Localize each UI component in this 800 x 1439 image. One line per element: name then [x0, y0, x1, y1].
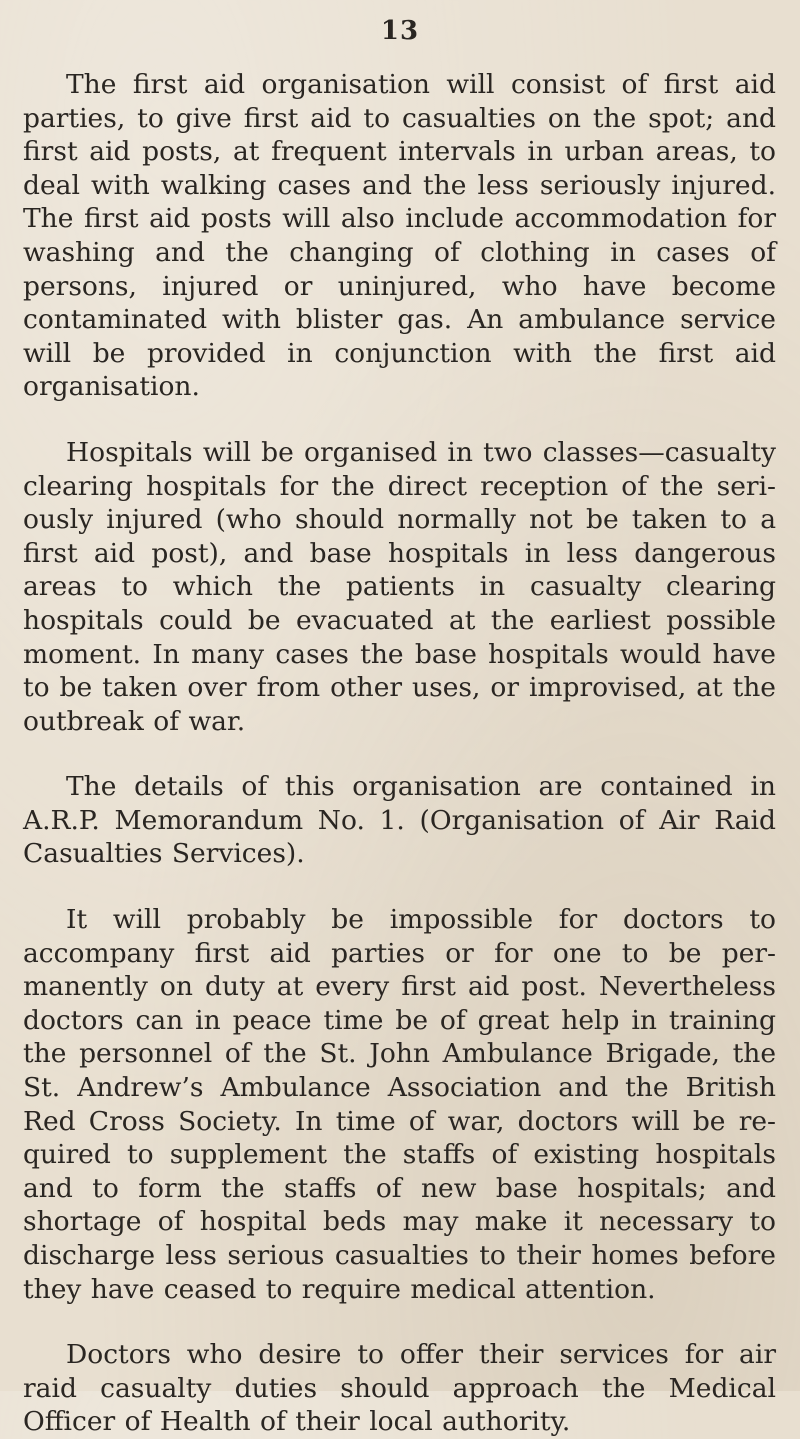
- paragraph-memorandum: The details of this organisation are contained in A.R.P. Memorandum No. 1. (Organisation of Air Raid Casualties Services).: [23, 771, 776, 870]
- paragraph-doctors-duties: It will probably be impossible for doctors to accompany first aid parties or for one to be per-manently on duty at every first aid post. Nevertheless doctors can in peace time be of great help in training the personnel of the St. John Ambulance Brigade, the St. Andrew’s Ambulance Association and the British Red Cross Society. In time of war, doctors will be re-quired to supplement the staffs of existing hospitals and to form the staffs of new base hospitals; and shortage of hospital beds may make it necessary to discharge less serious casualties to their homes before they have ceased to require medical attention.: [23, 904, 776, 1305]
- body-text: [23, 68, 776, 1439]
- paragraph-doctors-offer: Doctors who desire to offer their services for air raid casualty duties should approach the Medical Officer of Health of their local authority.: [23, 1339, 776, 1438]
- page-number: 13: [380, 16, 420, 46]
- paragraph-first-aid-organisation: The first aid organisation will consist of first aid parties, to give first aid to casualties on the spot; and first aid posts, at frequent intervals in urban areas, to deal with walking cases and the less seriously injured. The first aid posts will also include accommodation for washing and the changing of clothing in cases of persons, injured or uninjured, who have become contaminated with blister gas. An ambulance service will be provided in conjunction with the first aid organisation.: [23, 69, 776, 403]
- paragraph-hospitals: Hospitals will be organised in two classes—casualty clearing hospitals for the direct reception of the seri-ously injured (who should normally not be taken to a first aid post), and base hospitals in less dangerous areas to which the patients in casualty clearing hospitals could be evacuated at the earliest possible moment. In many cases the base hospitals would have to be taken over from other uses, or improvised, at the outbreak of war.: [23, 436, 776, 737]
